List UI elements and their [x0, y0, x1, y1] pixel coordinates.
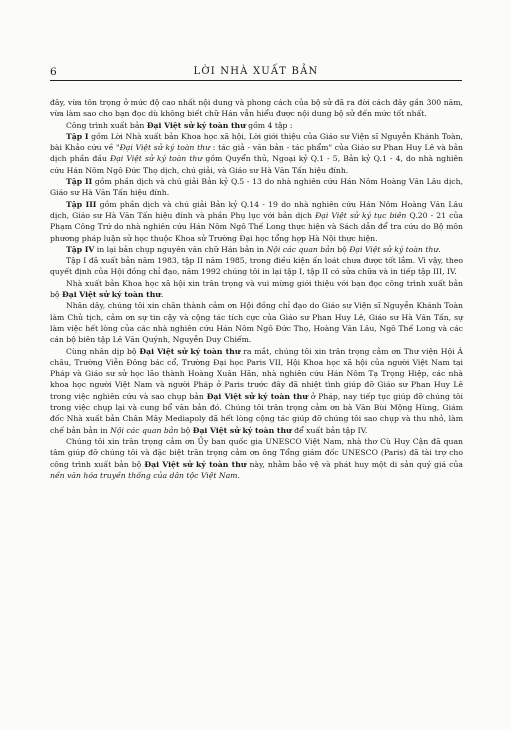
- book-title-italic: Đại Việt sử ký toàn thư: [110, 154, 203, 164]
- book-title-italic: Đại Việt sử ký tục biên: [315, 210, 407, 220]
- book-title-bold: Đại Việt sử ký toàn thư: [146, 120, 246, 130]
- text-run: .: [160, 290, 164, 300]
- paragraph-volume-2: [50, 176, 463, 199]
- text-run: gồm phần dịch và chú giải Bản kỷ Q.14 - 19 do nhà nghiên cứu Hán Nôm Hoàng Văn Lâu dịch, Giáo sư Hà Văn Tấn hiệu đính và phần Phụ lục với bản dịch: [50, 199, 463, 220]
- volume-label: Tập IV: [66, 244, 95, 254]
- volume-label: Tập I: [66, 131, 89, 141]
- paragraph-thanks-unesco: [50, 436, 463, 481]
- book-title-bold: Đại Việt sử ký toàn thư: [62, 290, 161, 300]
- book-title-bold: Đại Việt sử ký toàn thư: [139, 346, 241, 356]
- volume-label: Tập II: [66, 177, 93, 187]
- paragraph-thanks-partners: [50, 346, 463, 436]
- text-run: để xuất bản tập IV.: [291, 425, 368, 435]
- paragraph-overview: [50, 120, 463, 131]
- body-text: [50, 97, 463, 481]
- paragraph-volume-1: [50, 131, 463, 176]
- text-run: này, nhằm bảo vệ và phát huy một di sản quý giá của: [246, 459, 463, 469]
- text-run: Công trình xuất bản: [66, 120, 147, 130]
- book-title-italic: Nội các quan bản: [110, 425, 179, 435]
- text-run: .: [237, 470, 240, 480]
- text-run: bộ: [178, 425, 193, 435]
- book-title-bold: Đại Việt sử ký toàn thư: [144, 459, 247, 469]
- text-run: : tác giả - văn bản - tác phẩm" của Giáo sư Phan Huy Lê và bản dịch phần đầu: [50, 143, 463, 164]
- page-header: [50, 66, 462, 81]
- text-run: gồm 4 tập :: [245, 120, 293, 130]
- text-run: Q.20 - 21 của Phạm Công Trứ do nhà nghiên cứu Hán Nôm Ngô Thế Long thực hiện và Sách dẫn để tra cứu do Bộ môn phương pháp luận sử học thuộc Khoa sử Trường Đại học tổng hợp Hà Nội thực hiện.: [50, 210, 463, 243]
- text-run: bộ: [334, 244, 350, 254]
- page-number: 6: [50, 66, 57, 78]
- volume-label: Tập III: [66, 199, 97, 209]
- text-run: gồm phần dịch và chú giải Bản kỷ Q.5 - 13 do nhà nghiên cứu Hán Nôm Hoàng Văn Lâu dịch, Giáo sư Hà Văn Tấn hiệu đính.: [50, 177, 463, 198]
- paragraph-volume-4: [50, 244, 463, 255]
- text-run: in lại bản chụp nguyên văn chữ Hán bản in: [94, 244, 267, 254]
- paragraph-continuation: đây, vừa tôn trọng ở mức độ cao nhất nội dung và phong cách của bộ sử đã ra đời cách đây gần 300 năm, vừa làm sao cho bạn đọc dù không biết chữ Hán vẫn hiểu được nội dung bộ sử đến mức tốt nhất.: [50, 98, 463, 119]
- book-title-italic: Đại Việt sử ký toàn thư: [349, 244, 439, 254]
- paragraph-thanks-committee: Nhân dây, chúng tôi xin chân thành cảm ơn Hội đồng chỉ đạo do Giáo sư Viện sĩ Nguyễn Khánh Toàn làm Chủ tịch, cảm ơn sự tin cậy và cộng tác tích cực của Giáo sư Phan Huy Lê, Giáo sư Hà Văn Tấn, sự làm việc hết lòng của các nhà nghiên cứu Hán Nôm Ngô Đức Thọ, Hoàng Văn Lâu, Ngô Thế Long và các cán bộ biên tập Lê Văn Quýnh, Nguyễn Duy Chiếm.: [50, 301, 463, 345]
- text-run: Chúng tôi xin trân trọng cảm ơn Ủy ban quốc gia UNESCO Việt Nam, nhà thơ Cù Huy Cận đã quan tâm giúp đỡ chúng tôi và đặc biệt trân trọng cảm ơn ông Tổng giám đốc UNESCO (Paris) đã tài trợ cho công trình xuất bản bộ: [50, 436, 463, 469]
- paragraph-volume-3: [50, 199, 463, 244]
- text-run: Nhà xuất bản Khoa học xã hội xin trân trọng và vui mừng giới thiệu với bạn đọc công trình xuất bản bộ: [50, 278, 463, 300]
- text-run: gồm Quyển thủ, Ngoại kỷ Q.1 - 5, Bản kỷ Q.1 - 4, do nhà nghiên cứu Hán Nôm Ngô Đức Thọ dịch, chú giải, và Giáo sư Hà Văn Tấn hiệu đính.: [50, 154, 464, 175]
- paragraph-introduction: [50, 278, 463, 301]
- book-title-bold: Đại Việt sử ký toàn thư: [206, 391, 308, 401]
- text-run: gồm Lời Nhà xuất bản Khoa học xã hội, Lời giới thiệu của Giáo sư Viện sĩ Nguyễn Khánh Toàn, bài Khảo cứu về ": [50, 131, 463, 153]
- book-title-italic: Nội các quan bản: [266, 244, 335, 254]
- text-run: ra mắt, chúng tôi xin trân trọng cảm ơn Thư viện Hội Á châu, Trường Viễn Đông bác cổ, Trường Đại học Paris VII, Hội Khoa học xã hội của người Việt Nam tại Pháp và Giáo sư sử học lão thành Hoàng Xuân Hãn, nhà nghiên cứu Hán Nôm Tạ Trọng Hiệp, các nhà khoa học người Việt Nam và người Pháp ở Paris trước đây đã nhiệt tình giúp đỡ Giáo sư Phan Huy Lê trong việc nghiên cứu và sao chụp bản: [50, 346, 463, 401]
- running-title: LỜI NHÀ XUẤT BẢN: [193, 66, 319, 77]
- paragraph-publication-history: Tập I đã xuất bản năm 1983, tập II năm 1985, trong điều kiện ấn loát chưa được tốt lắm. Vì vậy, theo quyết định của Hội đồng chỉ đạo, năm 1992 chúng tôi in lại tập I, tập II có sửa chữa và in tiếp tập III, IV.: [50, 256, 463, 277]
- book-title-bold: Đại Việt sử ký toàn thư: [192, 425, 292, 435]
- text-run: Cùng nhân dịp bộ: [66, 346, 140, 356]
- book-title-italic: Đại Việt sử ký toàn thư: [119, 143, 211, 153]
- text-run: ở Pháp, nay tiếp tục giúp đỡ chúng tôi trong việc chụp lại và cung bổ văn bản đó. Chúng tôi trân trọng cảm ơn bà Văn Bùi Mộng Hùng, Giám đốc Nhà xuất bản Chân Mây Mediapoly đã hết lòng cộng tác giúp đỡ chúng tôi sao chụp và thu nhỏ, làm chế bản bản in: [50, 391, 463, 435]
- text-run: .: [438, 244, 441, 254]
- emphasis-italic: nền văn hóa truyền thống của dân tộc Việt Nam: [50, 470, 238, 480]
